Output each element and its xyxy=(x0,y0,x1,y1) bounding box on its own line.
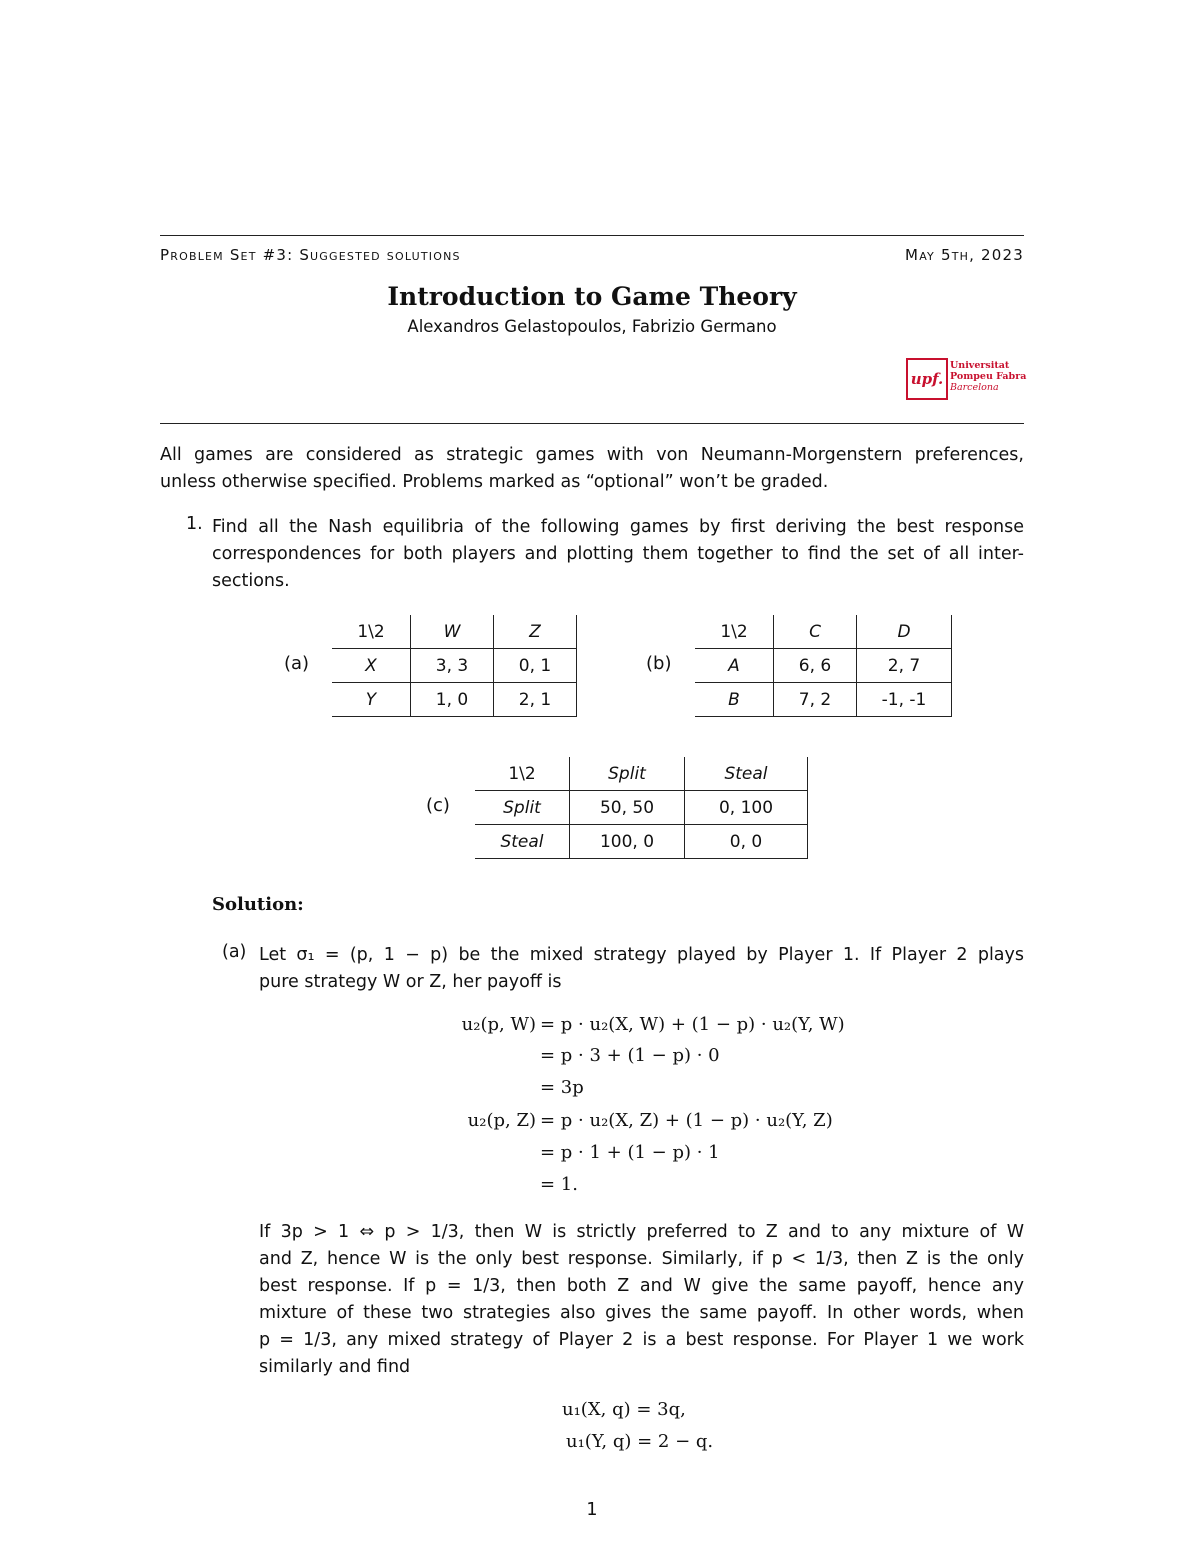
solution-line: Let σ₁ = (p, 1 − p) be the mixed strategy played by Player 1. If Player 2 plays xyxy=(259,945,1024,965)
solution-heading: Solution: xyxy=(212,894,304,915)
equation-rhs: = p · 1 + (1 − p) · 1 xyxy=(540,1142,720,1163)
game-c-cell: 100, 0 xyxy=(570,825,685,859)
game-a-cell: 3, 3 xyxy=(411,649,494,683)
game-a-cell: 2, 1 xyxy=(494,683,577,717)
equation-lhs: u₂(p, W) xyxy=(461,1014,536,1035)
game-a-col-header: Z xyxy=(494,615,577,649)
equation-rhs: = 3p xyxy=(540,1077,584,1098)
game-b-row-header: A xyxy=(695,649,774,683)
game-a-cell: 1, 0 xyxy=(411,683,494,717)
game-b-label: (b) xyxy=(646,653,672,674)
upf-logo-icon: upf. xyxy=(906,358,948,400)
game-b-cell: 6, 6 xyxy=(774,649,857,683)
game-a-cell: 0, 1 xyxy=(494,649,577,683)
game-c-table xyxy=(475,757,808,859)
intro-paragraph xyxy=(160,442,1024,496)
game-a-col-header: W xyxy=(411,615,494,649)
logo-line-1: Universitat xyxy=(950,360,1010,371)
authors: Alexandros Gelastopoulos, Fabrizio Germano xyxy=(407,317,777,336)
problem-number: 1. xyxy=(186,514,203,534)
game-a-row-header: Y xyxy=(332,683,411,717)
game-c-row-header: Split xyxy=(475,791,570,825)
game-b-cell: 7, 2 xyxy=(774,683,857,717)
header-bottom-rule xyxy=(160,423,1024,424)
running-header-right: May 5th, 2023 xyxy=(905,246,1024,264)
game-c-col-header: Split xyxy=(570,757,685,791)
equation-line: u₁(Y, q) = 2 − q. xyxy=(566,1431,714,1452)
solution-line: mixture of these two strategies also gives the same payoff. In other words, when xyxy=(259,1303,1024,1323)
solution-a-label: (a) xyxy=(222,942,247,962)
game-a-row-header: X xyxy=(332,649,411,683)
game-c-cell: 0, 100 xyxy=(685,791,808,825)
upf-logo-text xyxy=(950,360,1026,393)
top-rule xyxy=(160,235,1024,236)
game-b-col-header: D xyxy=(857,615,952,649)
game-c-col-header: Steal xyxy=(685,757,808,791)
problem-line: sections. xyxy=(212,571,290,591)
game-b-table xyxy=(695,615,952,717)
page-title: Introduction to Game Theory xyxy=(387,282,797,311)
game-b-cell: 2, 7 xyxy=(857,649,952,683)
solution-line: p = 1/3, any mixed strategy of Player 2 is a best response. For Player 1 we work xyxy=(259,1330,1024,1350)
intro-line: All games are considered as strategic games with von Neumann-Morgenstern preferences, xyxy=(160,445,1024,465)
logo-line-2: Pompeu Fabra xyxy=(950,371,1027,382)
solution-line: best response. If p = 1/3, then both Z and W give the same payoff, hence any xyxy=(259,1276,1024,1296)
game-b-corner: 1\2 xyxy=(695,615,774,649)
problem-line: correspondences for both players and plotting them together to find the set of all inter- xyxy=(212,544,1024,564)
problem-1-text xyxy=(212,514,1024,595)
solution-line: If 3p > 1 ⇔ p > 1/3, then W is strictly preferred to Z and to any mixture of W xyxy=(259,1222,1024,1242)
running-header-left: Problem Set #3: Suggested solutions xyxy=(160,246,461,264)
solution-a-text xyxy=(259,942,1024,996)
game-c-cell: 50, 50 xyxy=(570,791,685,825)
game-b-row-header: B xyxy=(695,683,774,717)
game-a-label: (a) xyxy=(284,653,310,674)
solution-line: pure strategy W or Z, her payoff is xyxy=(259,972,562,992)
solution-a-paragraph-2 xyxy=(259,1219,1024,1381)
intro-line: unless otherwise specified. Problems marked as “optional” won’t be graded. xyxy=(160,472,829,492)
problem-line: Find all the Nash equilibria of the following games by first deriving the best response xyxy=(212,517,1024,537)
game-b-col-header: C xyxy=(774,615,857,649)
equation-rhs: = p · 3 + (1 − p) · 0 xyxy=(540,1045,720,1066)
equation-rhs: = 1. xyxy=(540,1174,578,1195)
equation-lhs: u₂(p, Z) xyxy=(467,1110,536,1131)
game-c-corner: 1\2 xyxy=(475,757,570,791)
equation-rhs: = p · u₂(X, Z) + (1 − p) · u₂(Y, Z) xyxy=(540,1110,833,1131)
logo-line-3: Barcelona xyxy=(950,382,999,393)
game-b-cell: -1, -1 xyxy=(857,683,952,717)
page-number: 1 xyxy=(586,1500,598,1520)
game-c-row-header: Steal xyxy=(475,825,570,859)
game-a-table xyxy=(332,615,577,717)
equation-rhs: = p · u₂(X, W) + (1 − p) · u₂(Y, W) xyxy=(540,1014,845,1035)
solution-line: similarly and find xyxy=(259,1357,411,1377)
game-c-label: (c) xyxy=(426,795,450,816)
game-a-corner: 1\2 xyxy=(332,615,411,649)
solution-line: and Z, hence W is the only best response. Similarly, if p < 1/3, then Z is the only xyxy=(259,1249,1024,1269)
equation-line: u₁(X, q) = 3q, xyxy=(562,1399,686,1420)
game-c-cell: 0, 0 xyxy=(685,825,808,859)
